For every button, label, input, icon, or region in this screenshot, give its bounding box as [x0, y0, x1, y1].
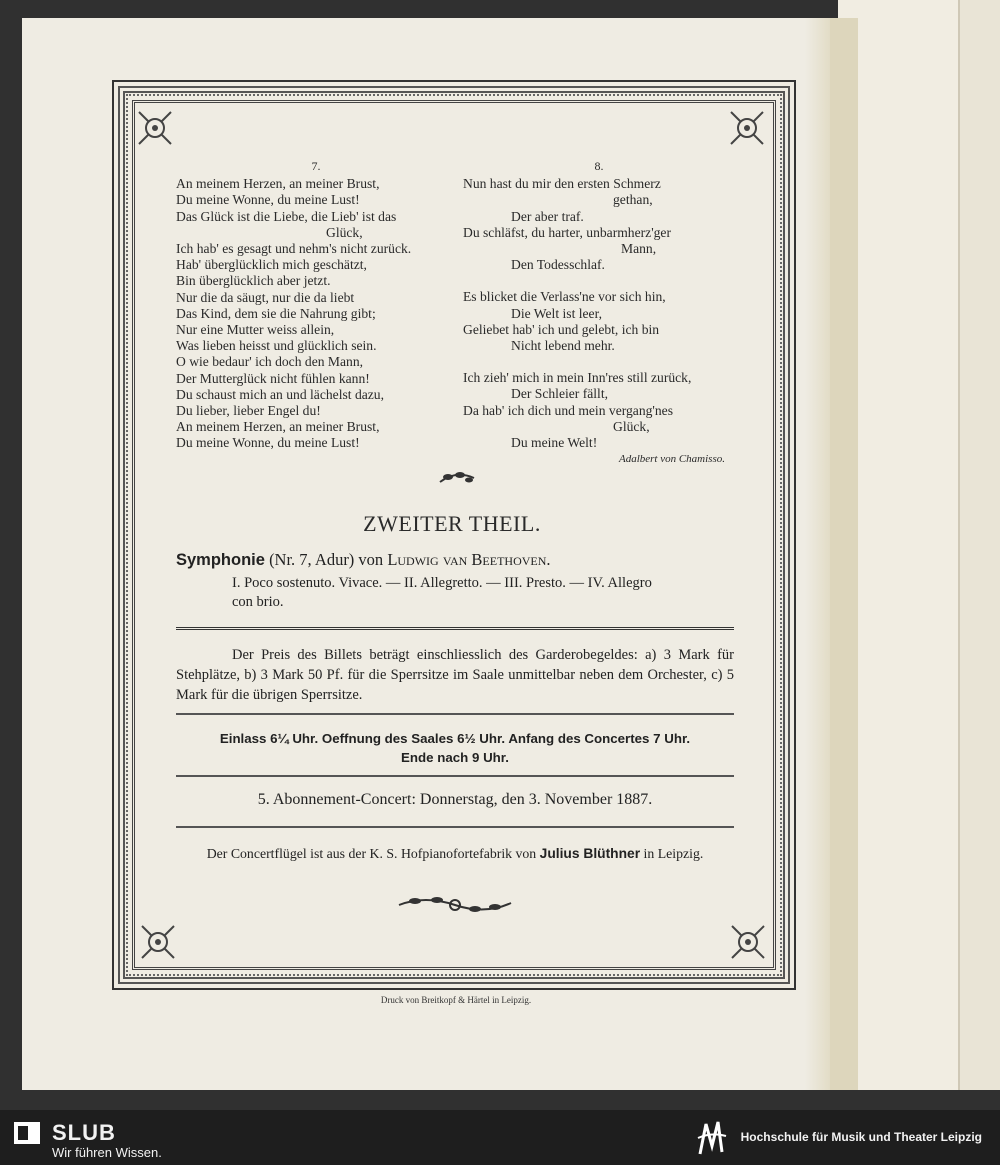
piano-note [176, 846, 734, 862]
poem-line: Es blicket die Verlass'ne vor sich hin, [463, 289, 666, 305]
poem-line: Ich zieh' mich in mein Inn'res still zurück, [463, 370, 692, 386]
poem-line: Das Kind, dem sie die Nahrung gibt; [176, 305, 376, 321]
corner-ornament-icon [727, 108, 767, 148]
poem-line: Glück, [613, 418, 650, 434]
adjacent-page-edge [958, 0, 1000, 1090]
poem-line: Du schläfst, du harter, unbarmherz'ger [463, 224, 671, 240]
corner-ornament-icon [135, 108, 175, 148]
poem-line: gethan, [613, 192, 653, 208]
poem-line: Den Todesschlaf. [511, 257, 605, 273]
times-line: Ende nach 9 Uhr. [401, 750, 509, 765]
poem-right [463, 158, 735, 467]
poem-line: Nicht lebend mehr. [511, 338, 615, 354]
poem-line: O wie bedaur' ich doch den Mann, [176, 354, 364, 370]
printer-credit: Druck von Breitkopf & Härtel in Leipzig. [380, 995, 532, 1005]
poem-number: 7. [311, 159, 321, 173]
viewer-footer [0, 1110, 1000, 1165]
symphony-movements [232, 574, 734, 612]
times-line: Einlass 6¼ Uhr. Oeffnung des Saales 6½ Uhr. Anfang des Concertes 7 Uhr. [219, 731, 691, 746]
symphony-heading [176, 550, 551, 570]
poem-number: 8. [594, 159, 604, 173]
poem-line: Da hab' ich dich und mein vergang'nes [463, 402, 674, 418]
slub-logo-icon[interactable] [12, 1118, 42, 1148]
poem-line: Du lieber, lieber Engel du! [176, 403, 321, 419]
page-fold [805, 18, 830, 1090]
ticket-price-text: Der Preis des Billets beträgt einschliesslich des Garderobegeldes: a) 3 Mark für Stehplätze, b) 3 Mark 50 Pf. für die Sperrsitze im Saale unmittelbar neben dem Orchester, c) 5 Mark für die übrigen Sperrsitze. [176, 647, 734, 703]
movements-line: I. Poco sostenuto. Vivace. — II. Allegretto. — III. Presto. — IV. Allegro [232, 575, 652, 591]
poem-line: Bin überglücklich aber jetzt. [176, 273, 331, 289]
leaf-ornament-icon [436, 468, 478, 488]
vine-ornament-icon [395, 893, 515, 915]
poem-line: Nur eine Mutter weiss allein, [176, 322, 335, 338]
poem-line: Der aber traf. [511, 208, 584, 224]
poem-line: Du schaust mich an und lächelst dazu, [176, 386, 385, 402]
hmt-logo-icon[interactable] [692, 1116, 732, 1160]
page-edge-shadow [830, 18, 858, 1090]
corner-ornament-icon [138, 922, 178, 962]
poem-line: Der Mutterglück nicht fühlen kann! [176, 370, 370, 386]
poem-left [176, 158, 456, 452]
poem-line: Das Glück ist die Liebe, die Lieb' ist das [176, 208, 397, 224]
poem-line: An meinem Herzen, an meiner Brust, [176, 176, 380, 192]
symphony-detail: (Nr. 7, Adur) von [269, 550, 384, 569]
poem-line: Du meine Welt! [511, 435, 598, 451]
poem-line: Hab' überglücklich mich geschätzt, [176, 257, 367, 273]
poem-line: Glück, [326, 224, 363, 240]
poem-line: Du meine Wonne, du meine Lust! [176, 435, 360, 451]
partner-name[interactable]: Hochschule für Musik und Theater Leipzig [740, 1130, 982, 1144]
poem-author: Adalbert von Chamisso. [618, 453, 725, 466]
poem-line: Geliebet hab' ich und gelebt, ich bin [463, 321, 660, 337]
piano-note-prefix: Der Concertflügel ist aus der K. S. Hofpianofortefabrik von [206, 846, 537, 861]
divider [176, 826, 734, 828]
divider [176, 627, 734, 630]
poem-line: An meinem Herzen, an meiner Brust, [176, 419, 380, 435]
poem-line: Du meine Wonne, du meine Lust! [176, 192, 360, 208]
library-name[interactable]: SLUB [52, 1120, 116, 1145]
divider [176, 775, 734, 777]
poem-line: Die Welt ist leer, [511, 305, 602, 321]
piano-maker: Julius Blüthner [539, 846, 641, 861]
symphony-composer: Ludwig van Beethoven. [387, 550, 551, 569]
poem-line: Ich hab' es gesagt und nehm's nicht zurück. [176, 241, 412, 257]
poem-line: Nun hast du mir den ersten Schmerz [463, 176, 661, 192]
divider [176, 713, 734, 715]
poem-line: Was lieben heisst und glücklich sein. [176, 338, 377, 354]
symphony-label: Symphonie [176, 551, 265, 569]
poem-line: Nur die da säugt, nur die da liebt [176, 289, 355, 305]
poem-line: Mann, [621, 241, 657, 257]
admission-times [176, 729, 734, 767]
corner-ornament-icon [728, 922, 768, 962]
library-tagline: Wir führen Wissen. [52, 1145, 162, 1160]
next-concert-notice: 5. Abonnement-Concert: Donnerstag, den 3. November 1887. [257, 791, 653, 808]
piano-note-suffix: in Leipzig. [643, 846, 704, 861]
movements-line: con brio. [232, 594, 284, 610]
poem-line: Der Schleier fällt, [511, 386, 609, 402]
section-title: ZWEITER THEIL. [363, 511, 541, 536]
